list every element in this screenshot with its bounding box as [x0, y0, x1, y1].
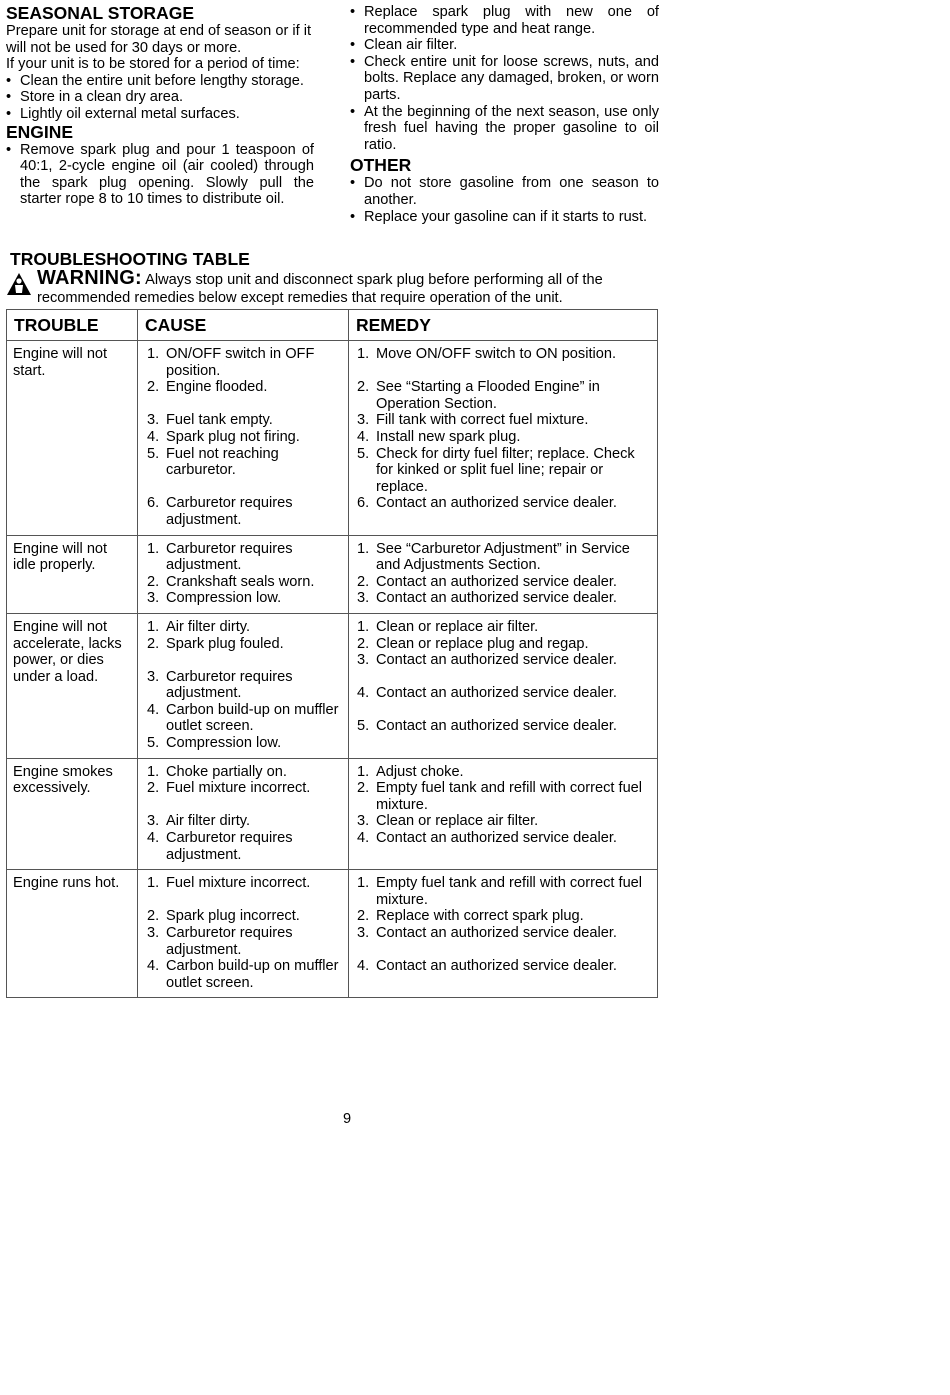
storage-bullet-list — [6, 73, 314, 123]
storage-intro: Prepare unit for storage at end of season or if it will not be used for 30 days or more. — [6, 23, 312, 56]
seasonal-storage-heading: SEASONAL STORAGE — [6, 3, 194, 23]
cause-cell — [138, 341, 349, 536]
table-row — [7, 535, 658, 613]
header-remedy: REMEDY — [349, 310, 658, 341]
troubleshooting-title: TROUBLESHOOTING TABLE — [10, 249, 250, 269]
cause-item: 3. Fuel tank empty. — [147, 412, 273, 429]
cause-item: 5. Compression low. — [147, 735, 282, 752]
troubleshooting-table — [6, 309, 658, 998]
remedy-cell — [349, 758, 658, 870]
cause-item: 2. Crankshaft seals worn. — [147, 573, 315, 590]
right-column — [350, 4, 659, 225]
other-bullet: • Replace your gasoline can if it starts to rust. — [350, 209, 659, 226]
storage-intro-2: If your unit is to be stored for a period of time: — [6, 56, 300, 73]
remedy-item: 3. Contact an authorized service dealer. — [357, 590, 617, 607]
remedy-item: 5. Contact an authorized service dealer. — [357, 718, 617, 735]
cause-item: 3. Carburetor requires adjustment. — [147, 925, 293, 958]
remedy-item: 3. Clean or replace air filter. — [357, 813, 539, 830]
cause-item: 6. Carburetor requires adjustment. — [147, 495, 293, 528]
engine-bullet: • Clean air filter. — [350, 37, 659, 54]
warning-line-1 — [37, 267, 603, 289]
remedy-cell — [349, 613, 658, 758]
remedy-item: 1. Move ON/OFF switch to ON position. — [357, 346, 617, 362]
remedy-item: 4. Contact an authorized service dealer. — [357, 958, 617, 975]
remedy-item: 1. Empty fuel tank and refill with correct fuel mixture. — [357, 875, 643, 908]
remedy-item: 2. See “Starting a Flooded Engine” in Operation Section. — [357, 379, 600, 412]
header-cause: CAUSE — [138, 310, 349, 341]
other-bullet-list — [350, 175, 659, 225]
cause-item: 4. Spark plug not firing. — [147, 428, 300, 445]
remedy-item: 1. See “Carburetor Adjustment” in Service and Adjustments Section. — [357, 540, 630, 574]
remedy-item: 2. Empty fuel tank and refill with correct fuel mixture. — [357, 780, 643, 813]
remedy-item: 2. Contact an authorized service dealer. — [357, 573, 617, 590]
left-column — [6, 4, 314, 208]
warning-text-2: recommended remedies below except remedies that require operation of the unit. — [37, 290, 563, 306]
table-row — [7, 613, 658, 758]
cause-item: 2. Spark plug fouled. — [147, 635, 284, 652]
storage-bullet: • Lightly oil external metal surfaces. — [6, 106, 314, 123]
cause-cell — [138, 758, 349, 870]
remedy-cell — [349, 870, 658, 998]
table-row — [7, 341, 658, 536]
remedy-item: 3. Fill tank with correct fuel mixture. — [357, 412, 589, 429]
cause-item: 1. Fuel mixture incorrect. — [147, 875, 311, 892]
remedy-item: 2. Replace with correct spark plug. — [357, 908, 584, 925]
remedy-item: 1. Adjust choke. — [357, 763, 464, 780]
cause-item: 4. Carbon build-up on muffler outlet screen. — [147, 701, 339, 735]
trouble-cell: Engine will not idle properly. — [7, 535, 138, 613]
engine-bullet: • Remove spark plug and pour 1 teaspoon of 40:1, 2-cycle engine oil (air cooled) through the spark plug opening. Slowly pull the starter rope 8 to 10 times to distribute oil. — [6, 142, 314, 208]
cause-item: 4. Carburetor requires adjustment. — [147, 830, 293, 863]
storage-bullet: • Clean the entire unit before lengthy storage. — [6, 73, 314, 90]
cause-item: 3. Carburetor requires adjustment. — [147, 668, 293, 702]
trouble-cell: Engine smokes excessively. — [7, 758, 138, 870]
cause-item: 1. Carburetor requires adjustment. — [147, 540, 293, 574]
trouble-cell: Engine will not start. — [7, 341, 138, 536]
engine-bullet: • At the beginning of the next season, use only fresh fuel having the proper gasoline to oil ratio. — [350, 104, 659, 154]
engine-bullet: • Check entire unit for loose screws, nuts, and bolts. Replace any damaged, broken, or worn parts. — [350, 54, 659, 104]
cause-item: 4. Carbon build-up on muffler outlet screen. — [147, 958, 339, 991]
cause-item: 3. Air filter dirty. — [147, 813, 251, 830]
cause-item: 1. Air filter dirty. — [147, 618, 251, 635]
remedy-item: 3. Contact an authorized service dealer. — [357, 925, 617, 941]
remedy-item: 4. Contact an authorized service dealer. — [357, 685, 617, 702]
cause-item: 5. Fuel not reaching carburetor. — [147, 445, 279, 479]
cause-cell — [138, 870, 349, 998]
remedy-item: 6. Contact an authorized service dealer. — [357, 495, 617, 512]
engine-heading: ENGINE — [6, 121, 74, 142]
page-number: 9 — [343, 1111, 352, 1127]
cause-item: 2. Spark plug incorrect. — [147, 908, 300, 925]
remedy-item: 4. Install new spark plug. — [357, 428, 521, 445]
remedy-item: 5. Check for dirty fuel filter; replace. Check for kinked or split fuel line; repair or replace. — [357, 445, 635, 495]
table-row — [7, 758, 658, 870]
remedy-item: 2. Clean or replace plug and regap. — [357, 635, 589, 652]
cause-item: 3. Compression low. — [147, 590, 282, 607]
cause-item: 2. Fuel mixture incorrect. — [147, 780, 311, 797]
cause-item: 1. ON/OFF switch in OFF position. — [147, 346, 315, 379]
cause-cell — [138, 613, 349, 758]
warning-triangle-icon — [6, 272, 32, 296]
other-heading: OTHER — [350, 155, 412, 176]
engine-bullet: • Replace spark plug with new one of recommended type and heat range. — [350, 4, 659, 37]
storage-bullet: • Store in a clean dry area. — [6, 89, 314, 106]
cause-item: 2. Engine flooded. — [147, 379, 268, 396]
trouble-cell: Engine runs hot. — [7, 870, 138, 998]
remedy-cell — [349, 341, 658, 536]
table-row — [7, 870, 658, 998]
header-trouble: TROUBLE — [7, 310, 138, 341]
other-bullet: • Do not store gasoline from one season to another. — [350, 175, 659, 208]
engine-bullet-list-continued — [350, 4, 659, 153]
engine-bullet-list — [6, 142, 314, 208]
cause-item: 1. Choke partially on. — [147, 763, 287, 780]
warning-text-1: Always stop unit and disconnect spark plug before performing all of the — [145, 272, 603, 288]
warning-label: WARNING: — [37, 267, 142, 289]
cause-cell — [138, 535, 349, 613]
remedy-cell — [349, 535, 658, 613]
remedy-item: 4. Contact an authorized service dealer. — [357, 830, 617, 847]
remedy-item: 1. Clean or replace air filter. — [357, 618, 539, 635]
remedy-item: 3. Contact an authorized service dealer. — [357, 652, 617, 669]
trouble-cell: Engine will not accelerate, lacks power, or dies under a load. — [7, 613, 138, 758]
table-header-row — [7, 310, 658, 341]
